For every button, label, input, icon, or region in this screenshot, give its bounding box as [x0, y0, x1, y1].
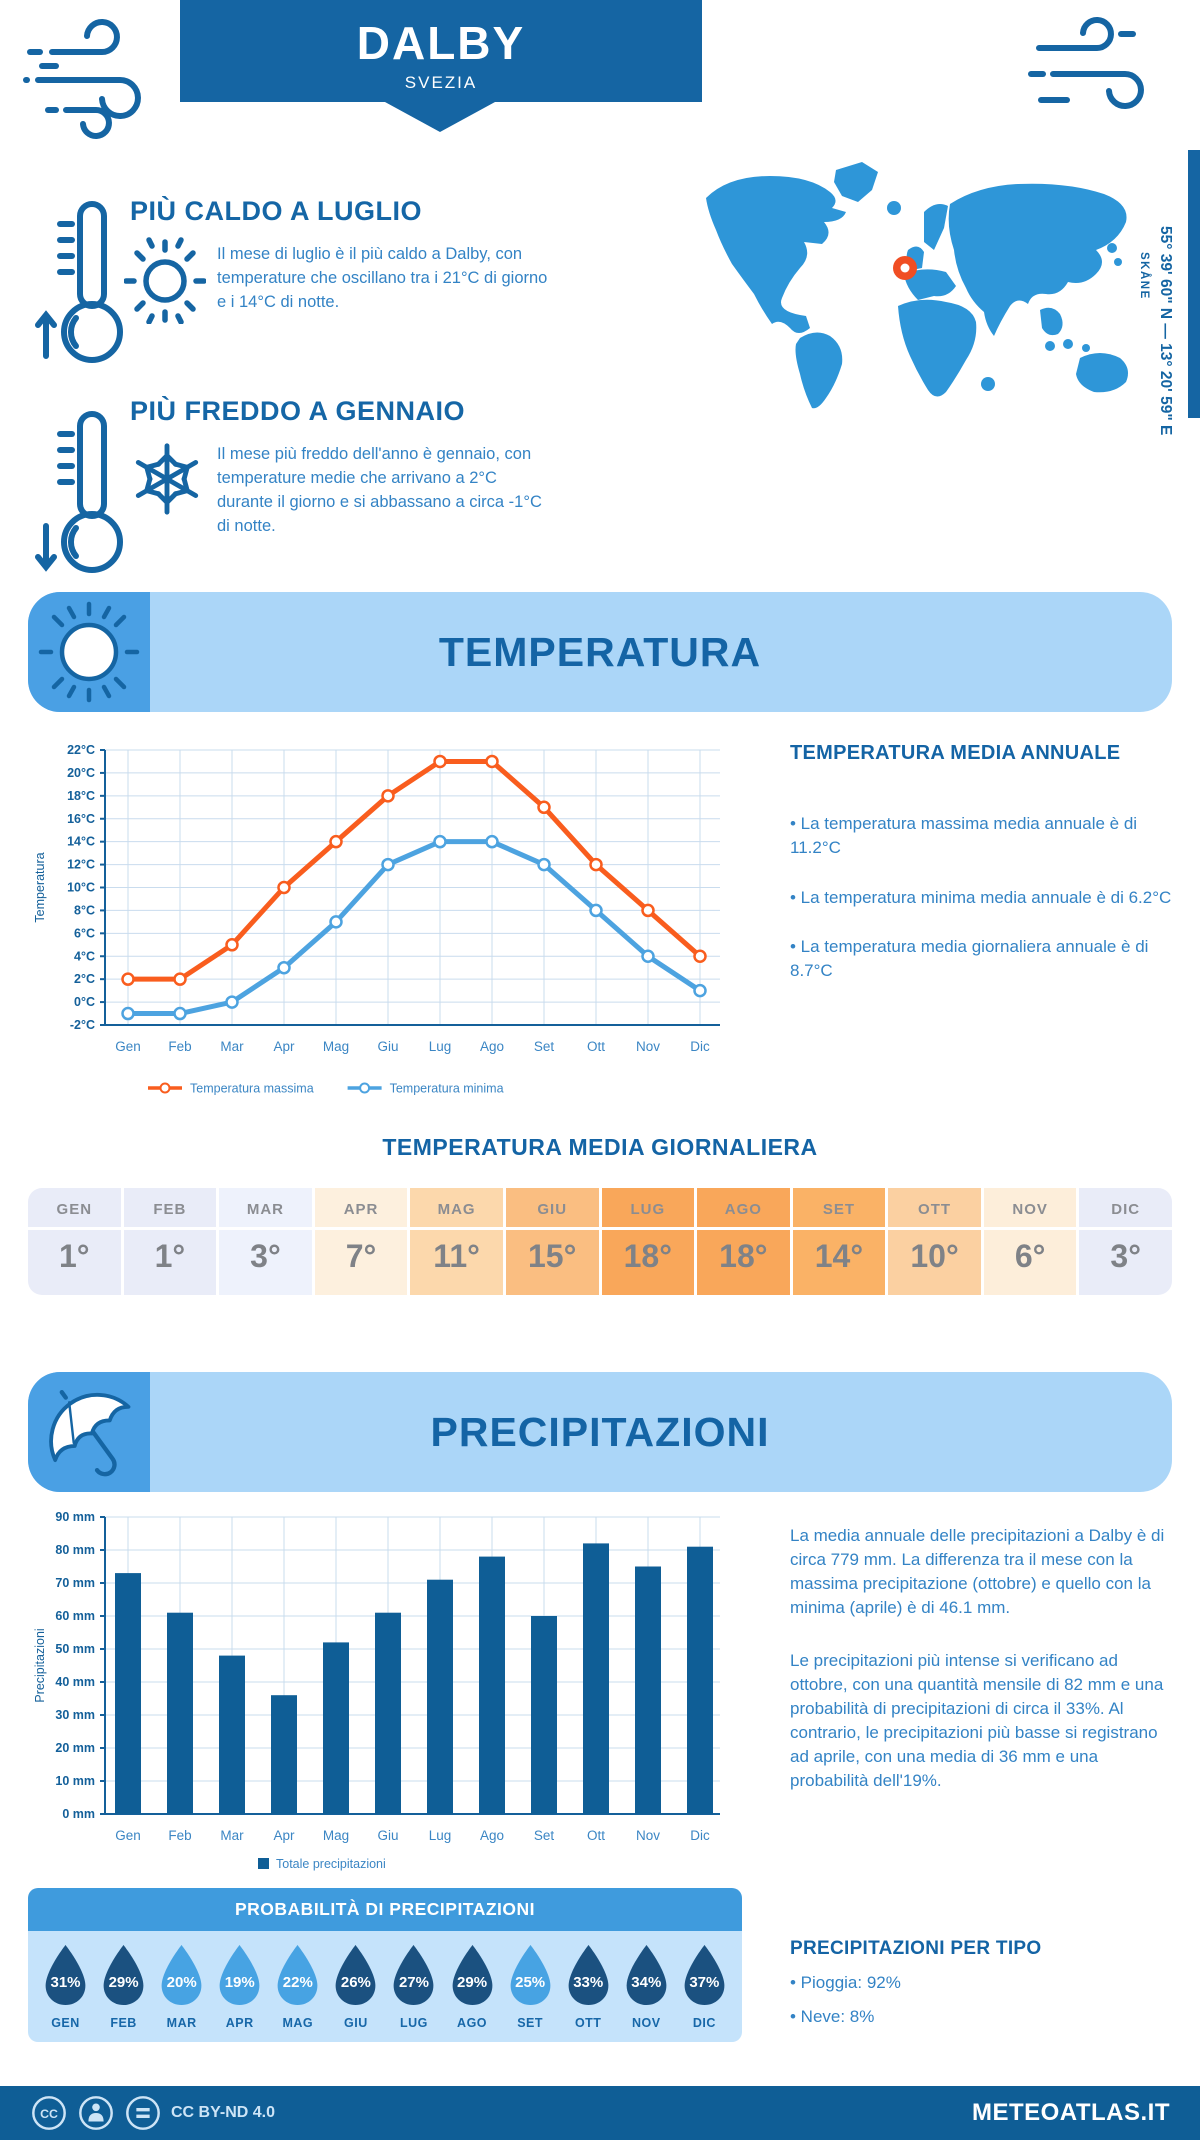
banner-ribbon-notch: [385, 102, 495, 132]
daily-temperature-table: [28, 1188, 1172, 1295]
svg-text:20°C: 20°C: [67, 765, 95, 780]
svg-text:-2°C: -2°C: [69, 1018, 95, 1032]
drop-month: MAG: [282, 2016, 314, 2030]
svg-text:10 mm: 10 mm: [55, 1774, 95, 1788]
types-bullets: [790, 1968, 1150, 2058]
types-bullet: • Neve: 8%: [790, 2006, 875, 2026]
svg-text:Mag: Mag: [322, 1828, 350, 1843]
drop-month: APR: [225, 2016, 254, 2030]
svg-text:22°C: 22°C: [67, 743, 95, 757]
drop-percentage: 22%: [282, 1974, 313, 1991]
daily-table-value: 1°: [124, 1230, 217, 1295]
svg-text:80 mm: 80 mm: [55, 1543, 95, 1557]
probability-drop: [158, 1943, 205, 2030]
precipitation-banner: [28, 1372, 1172, 1492]
svg-text:4°C: 4°C: [74, 949, 95, 964]
map-region: SKÅNE: [1138, 252, 1150, 300]
svg-text:20 mm: 20 mm: [55, 1741, 95, 1755]
daily-table-month: MAG: [410, 1188, 503, 1227]
svg-text:50 mm: 50 mm: [55, 1642, 95, 1656]
svg-text:Lug: Lug: [428, 1039, 452, 1054]
svg-text:10°C: 10°C: [67, 880, 95, 895]
probability-drop: [332, 1943, 379, 2030]
probability-card: [28, 1888, 742, 2042]
svg-text:Set: Set: [533, 1828, 555, 1843]
svg-text:90 mm: 90 mm: [55, 1510, 95, 1524]
daily-table-value: 15°: [506, 1230, 599, 1295]
svg-text:CC: CC: [40, 2106, 58, 2121]
svg-text:Gen: Gen: [115, 1039, 141, 1054]
svg-text:6°C: 6°C: [74, 926, 95, 941]
warm-title: PIÙ CALDO A LUGLIO: [130, 196, 422, 226]
probability-drop: [565, 1943, 612, 2030]
drop-month: LUG: [400, 2016, 428, 2030]
temperature-banner-title: TEMPERATURA: [438, 628, 762, 675]
probability-drop: [42, 1943, 89, 2030]
svg-text:Apr: Apr: [273, 1039, 295, 1054]
svg-text:14°C: 14°C: [67, 834, 95, 849]
svg-text:40 mm: 40 mm: [55, 1675, 95, 1689]
precipitation-paragraphs: [790, 1524, 1172, 1821]
temp-annual-bullets: [790, 812, 1172, 1009]
svg-text:Nov: Nov: [635, 1039, 661, 1054]
svg-text:Nov: Nov: [635, 1828, 661, 1843]
daily-table-value: 11°: [410, 1230, 503, 1295]
map-side-bar: [1188, 150, 1200, 418]
probability-drop: [449, 1943, 496, 2030]
drop-month: MAR: [166, 2016, 197, 2030]
license-text: CC BY-ND 4.0: [171, 2104, 276, 2121]
svg-text:Feb: Feb: [168, 1828, 192, 1843]
svg-text:18°C: 18°C: [67, 788, 95, 803]
temp-annual-bullet: • La temperatura media giornaliera annuale è di 8.7°C: [790, 937, 1149, 981]
svg-text:Totale precipitazioni: Totale precipitazioni: [276, 1857, 386, 1871]
drop-percentage: 29%: [457, 1974, 488, 1991]
drop-percentage: 31%: [50, 1974, 81, 1991]
daily-table-value: 14°: [793, 1230, 886, 1295]
svg-text:Temperatura: Temperatura: [33, 852, 47, 923]
svg-text:Ago: Ago: [479, 1828, 505, 1843]
svg-text:Apr: Apr: [273, 1828, 295, 1843]
precipitation-chart: [30, 1498, 730, 1878]
drop-percentage: 37%: [689, 1974, 720, 1991]
temperature-chart: [30, 734, 730, 1106]
daily-table-month: FEB: [124, 1188, 217, 1227]
daily-table-value: 18°: [697, 1230, 790, 1295]
svg-text:Precipitazioni: Precipitazioni: [33, 1628, 47, 1703]
svg-text:30 mm: 30 mm: [55, 1708, 95, 1722]
svg-text:60 mm: 60 mm: [55, 1609, 95, 1623]
daily-table-value: 7°: [315, 1230, 408, 1295]
drop-percentage: 26%: [340, 1974, 371, 1991]
drop-month: SET: [517, 2016, 544, 2030]
sun-icon: [124, 236, 206, 324]
svg-text:Ago: Ago: [479, 1039, 505, 1054]
cc-person-icon: [77, 2094, 115, 2132]
probability-drop: [216, 1943, 263, 2030]
wind-icon-right: [1025, 14, 1150, 119]
daily-table-month: AGO: [697, 1188, 790, 1227]
svg-text:Dic: Dic: [690, 1039, 710, 1054]
svg-text:Ott: Ott: [586, 1039, 606, 1054]
svg-text:Mag: Mag: [322, 1039, 350, 1054]
map-coordinates: 55° 39' 60" N — 13° 20' 59" E: [1157, 226, 1174, 436]
warm-text: Il mese di luglio è il più caldo a Dalby, con temperature che oscillano tra i 21°C di giorno e i 14°C di notte.: [217, 245, 548, 311]
svg-text:0°C: 0°C: [74, 995, 95, 1010]
daily-table-month: SET: [793, 1188, 886, 1227]
drop-percentage: 25%: [515, 1974, 546, 1991]
drop-month: AGO: [457, 2016, 488, 2030]
svg-text:2°C: 2°C: [74, 972, 95, 987]
svg-text:Feb: Feb: [168, 1039, 192, 1054]
svg-text:Lug: Lug: [428, 1828, 452, 1843]
drop-percentage: 34%: [631, 1974, 662, 1991]
svg-text:0 mm: 0 mm: [62, 1807, 95, 1821]
probability-drops: [28, 1931, 742, 2042]
daily-table-month: OTT: [888, 1188, 981, 1227]
probability-drop: [681, 1943, 728, 2030]
svg-text:Temperatura minima: Temperatura minima: [389, 1081, 504, 1096]
daily-table-value: 18°: [602, 1230, 695, 1295]
svg-text:70 mm: 70 mm: [55, 1576, 95, 1590]
drop-month: GEN: [51, 2016, 80, 2030]
svg-text:Set: Set: [533, 1039, 555, 1054]
probability-drop: [100, 1943, 147, 2030]
probability-header: PROBABILITÀ DI PRECIPITAZIONI: [28, 1888, 742, 1931]
svg-text:Mar: Mar: [220, 1039, 244, 1054]
temp-annual-bullet: • La temperatura minima media annuale è di 6.2°C: [790, 887, 1172, 907]
daily-table-month: MAR: [219, 1188, 312, 1227]
daily-table-month: GIU: [506, 1188, 599, 1227]
svg-text:Gen: Gen: [115, 1828, 141, 1843]
daily-table-value: 6°: [984, 1230, 1077, 1295]
site-name: METEOATLAS.IT: [971, 2099, 1170, 2126]
probability-drop: [623, 1943, 670, 2030]
daily-table-value: 3°: [1079, 1230, 1172, 1295]
svg-text:16°C: 16°C: [67, 811, 95, 826]
temp-annual-bullet: • La temperatura massima media annuale è di 11.2°C: [790, 814, 1138, 857]
daily-table-value: 1°: [28, 1230, 121, 1295]
precip-paragraph: La media annuale delle precipitazioni a Dalby è di circa 779 mm. La differenza tra il mese con la massima precipitazione (ottobre) e quello con la minima (aprile) è di 46.1 mm.: [790, 1526, 1165, 1618]
svg-text:Mar: Mar: [220, 1828, 244, 1843]
types-bullet: • Pioggia: 92%: [790, 1973, 901, 1992]
snowflake-icon: [128, 438, 206, 520]
footer: [0, 2086, 1200, 2140]
svg-text:Dic: Dic: [690, 1828, 710, 1843]
svg-text:Temperatura massima: Temperatura massima: [190, 1081, 314, 1096]
drop-month: OTT: [574, 2016, 602, 2030]
cc-equals-icon: [124, 2094, 162, 2132]
daily-table-month: GEN: [28, 1188, 121, 1227]
probability-drop: [390, 1943, 437, 2030]
daily-table-value: 10°: [888, 1230, 981, 1295]
drop-month: GIU: [344, 2016, 368, 2030]
svg-text:Giu: Giu: [377, 1828, 399, 1843]
daily-table-month: LUG: [602, 1188, 695, 1227]
cc-icon: [30, 2094, 68, 2132]
warm-thermometer-icon: [34, 196, 130, 368]
daily-table-title: TEMPERATURA MEDIA GIORNALIERA: [382, 1134, 818, 1160]
world-map: [688, 146, 1140, 414]
drop-percentage: 27%: [398, 1974, 429, 1991]
types-heading: PRECIPITAZIONI PER TIPO: [790, 1938, 1042, 1959]
svg-text:Giu: Giu: [377, 1039, 399, 1054]
daily-table-month: APR: [315, 1188, 408, 1227]
svg-text:Ott: Ott: [586, 1828, 606, 1843]
page-subtitle: SVEZIA: [404, 73, 478, 92]
drop-month: NOV: [631, 2016, 661, 2030]
drop-percentage: 33%: [573, 1974, 604, 1991]
drop-percentage: 29%: [108, 1974, 139, 1991]
cold-thermometer-icon: [34, 406, 130, 578]
drop-percentage: 20%: [166, 1974, 197, 1991]
drop-month: FEB: [110, 2016, 137, 2030]
svg-text:8°C: 8°C: [74, 903, 95, 918]
daily-table-month: NOV: [984, 1188, 1077, 1227]
daily-table-month: DIC: [1079, 1188, 1172, 1227]
temp-annual-heading: TEMPERATURA MEDIA ANNUALE: [790, 742, 1121, 764]
precip-paragraph: Le precipitazioni più intense si verificano ad ottobre, con una quantità mensile di 82 mm e una probabilità di precipitazioni di circa il 33%. Al contrario, le precipitazioni più basse si registrano ad aprile, con una media di 36 mm e una probabilità dell'19%.: [790, 1650, 1164, 1791]
drop-month: DIC: [692, 2016, 716, 2030]
probability-drop: [507, 1943, 554, 2030]
probability-drop: [274, 1943, 321, 2030]
daily-table-value: 3°: [219, 1230, 312, 1295]
cold-text: Il mese più freddo dell'anno è gennaio, con temperature medie che arrivano a 2°C durante il giorno e si abbassano a circa -1°C di notte.: [217, 445, 542, 535]
cold-title: PIÙ FREDDO A GENNAIO: [130, 396, 466, 426]
precipitation-banner-title: PRECIPITAZIONI: [430, 1408, 770, 1455]
drop-percentage: 19%: [224, 1974, 255, 1991]
wind-icon-left: [22, 12, 157, 140]
temperature-banner: [28, 592, 1172, 712]
header-banner: [180, 0, 702, 102]
page-title: DALBY: [356, 17, 526, 69]
svg-text:12°C: 12°C: [67, 857, 95, 872]
